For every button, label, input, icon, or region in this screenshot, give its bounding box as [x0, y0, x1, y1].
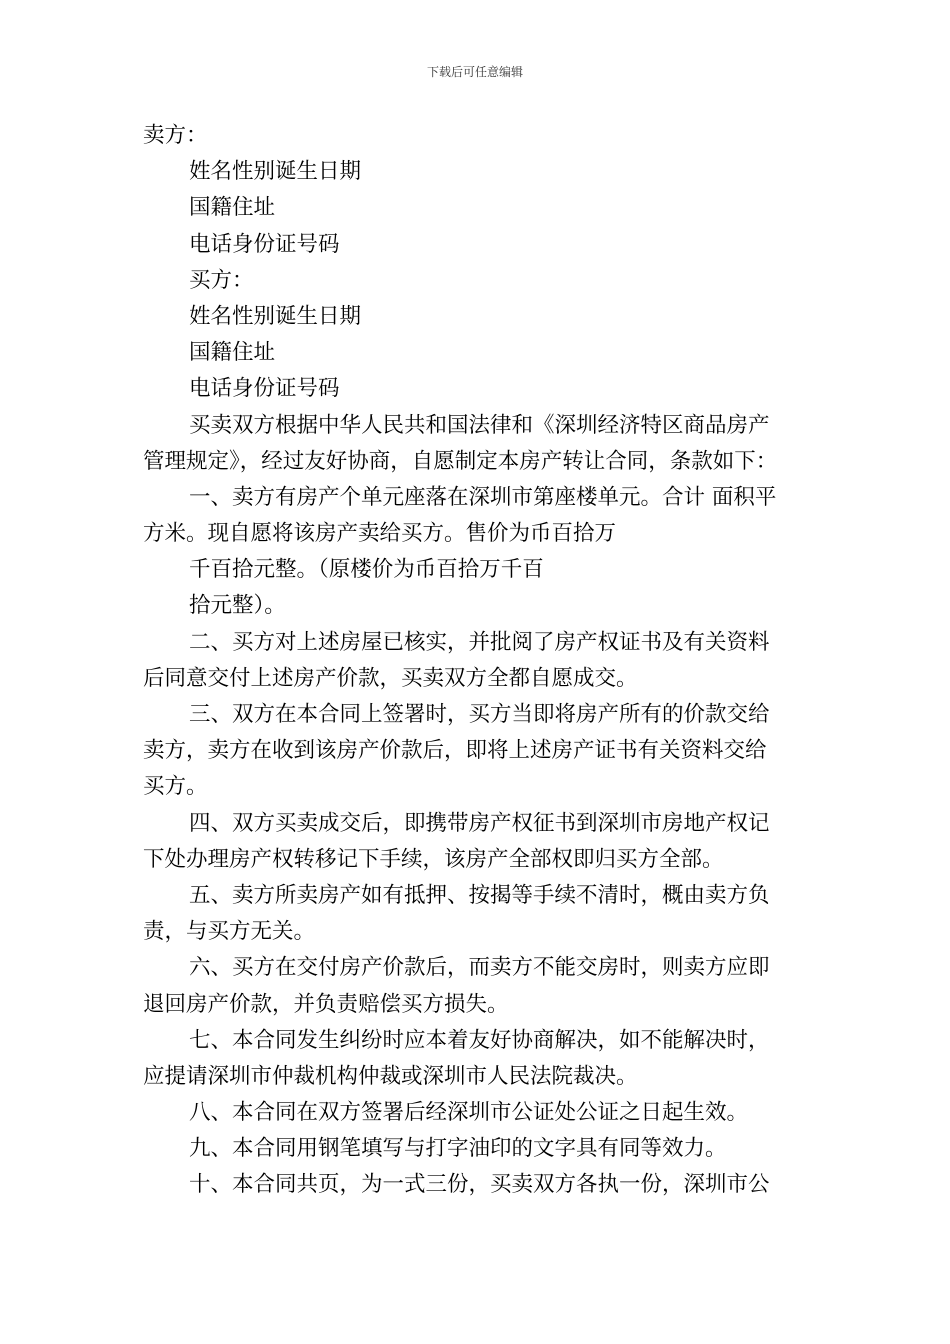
document-line: 国籍住址	[189, 340, 276, 366]
document-line: 退回房产价款，并负责赔偿买方损失。	[143, 991, 509, 1017]
document-line: 千百拾元整。（原楼价为币百拾万千百	[189, 557, 544, 583]
document-line: 六、买方在交付房产价款后，而卖方不能交房时，则卖方应即	[189, 955, 770, 981]
document-line: 一、卖方有房产个单元座落在深圳市第座楼单元。合计 面积平	[189, 484, 777, 510]
document-line: 后同意交付上述房产价款，买卖双方全都自愿成交。	[143, 665, 638, 691]
document-line: 买方。	[143, 774, 208, 800]
document-line: 八、本合同在双方签署后经深圳市公证处公证之日起生效。	[189, 1100, 749, 1126]
document-line: 姓名性别诞生日期	[189, 303, 362, 329]
document-line: 十、本合同共页，为一式三份，买卖双方各执一份，深圳市公	[189, 1172, 770, 1198]
document-line: 买卖双方根据中华人民共和国法律和《深圳经济特区商品房产	[189, 412, 770, 438]
document-line: 卖方：	[143, 123, 208, 148]
document-line: 管理规定》，经过友好协商，自愿制定本房产转让合同，条款如下：	[143, 448, 778, 474]
document-line: 电话身份证号码	[189, 231, 340, 257]
document-line: 国籍住址	[189, 195, 276, 221]
document-line: 电话身份证号码	[189, 376, 340, 402]
document-line: 三、双方在本合同上签署时，买方当即将房产所有的价款交给	[189, 702, 770, 727]
document-line: 七、本合同发生纠纷时应本着友好协商解决，如不能解决时，	[189, 1027, 770, 1053]
document-line: 二、买方对上述房屋已核实，并批阅了房产权证书及有关资料	[189, 629, 770, 655]
document-line: 四、双方买卖成交后，即携带房产权征书到深圳市房地产权记	[189, 810, 770, 836]
document-line: 责，与买方无关。	[143, 919, 316, 945]
document-line: 下处办理房产权转移记下手续，该房产全部权即归买方全部。	[143, 846, 724, 872]
document-line: 应提请深圳市仲裁机构仲裁或深圳市人民法院裁决。	[143, 1063, 638, 1089]
document-line: 买方：	[189, 267, 254, 293]
document-body	[143, 118, 813, 1204]
document-line: 方米。现自愿将该房产卖给买方。售价为币百拾万	[143, 521, 617, 547]
document-line: 姓名性别诞生日期	[189, 159, 362, 185]
document-line: 九、本合同用钢笔填写与打字油印的文字具有同等效力。	[189, 1136, 727, 1162]
page-header: 下载后可任意编辑	[426, 65, 523, 79]
document-line: 五、卖方所卖房产如有抵押、按揭等手续不清时，概由卖方负	[189, 882, 770, 908]
document-line: 卖方，卖方在收到该房产价款后，即将上述房产证书有关资料交给	[143, 738, 767, 764]
document-line: 拾元整）。	[189, 593, 286, 619]
